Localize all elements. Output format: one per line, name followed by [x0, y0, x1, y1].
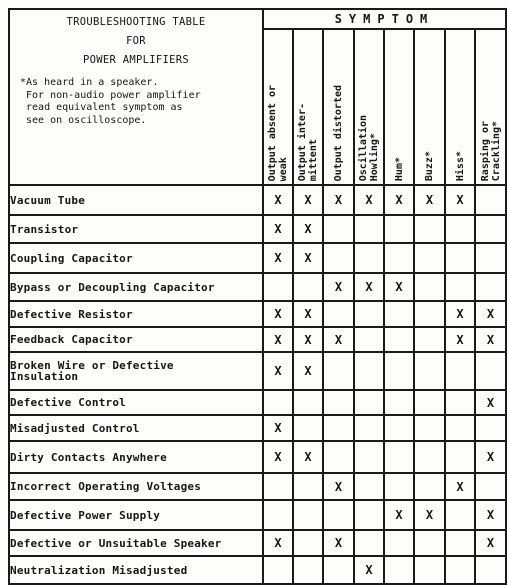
- symptom-mark: X: [384, 273, 414, 301]
- symptom-mark: X: [293, 352, 323, 390]
- symptom-mark: [293, 556, 323, 584]
- title-line: FOR: [126, 35, 146, 47]
- symptom-mark: [445, 441, 475, 473]
- symptom-label: Output distorted: [333, 84, 344, 181]
- symptom-mark: [445, 273, 475, 301]
- symptom-mark: X: [475, 390, 506, 415]
- symptom-mark: [354, 473, 384, 500]
- symptom-label: Hiss*: [454, 150, 466, 181]
- symptom-mark: [384, 556, 414, 584]
- table-row: [9, 243, 506, 273]
- symptom-mark: [414, 215, 445, 243]
- table-row: [9, 441, 506, 473]
- symptom-mark: X: [293, 441, 323, 473]
- symptom-mark: [354, 301, 384, 327]
- symptom-mark: [323, 500, 354, 530]
- symptom-mark: [384, 327, 414, 352]
- symptom-mark: [445, 556, 475, 584]
- symptom-mark: [414, 243, 445, 273]
- symptom-mark: [354, 243, 384, 273]
- symptom-mark: [293, 273, 323, 301]
- symptom-mark: [384, 390, 414, 415]
- table-row: [9, 473, 506, 500]
- symptom-mark: [414, 556, 445, 584]
- component-label: Defective or Unsuitable Speaker: [9, 530, 263, 556]
- symptom-mark: [445, 352, 475, 390]
- symptom-column-header: [263, 29, 293, 185]
- table-row: [9, 415, 506, 441]
- component-label: Defective Power Supply: [9, 500, 263, 530]
- symptom-mark: [354, 500, 384, 530]
- symptom-mark: [475, 215, 506, 243]
- table-row: [9, 215, 506, 243]
- symptom-mark: [263, 556, 293, 584]
- symptom-mark: X: [323, 530, 354, 556]
- symptom-mark: X: [263, 215, 293, 243]
- symptom-mark: [263, 273, 293, 301]
- symptom-mark: X: [445, 473, 475, 500]
- symptom-mark: [475, 415, 506, 441]
- symptom-mark: X: [475, 500, 506, 530]
- table-body: [9, 185, 506, 584]
- symptom-mark: [293, 390, 323, 415]
- symptom-mark: [323, 415, 354, 441]
- symptom-mark: [475, 352, 506, 390]
- symptom-mark: X: [263, 441, 293, 473]
- symptom-mark: X: [384, 500, 414, 530]
- symptom-mark: [445, 243, 475, 273]
- symptom-mark: [384, 441, 414, 473]
- component-label: Defective Control: [9, 390, 263, 415]
- symptom-mark: X: [263, 185, 293, 215]
- symptom-mark: [414, 415, 445, 441]
- symptom-mark: [445, 500, 475, 530]
- symptom-mark: X: [445, 185, 475, 215]
- symptom-mark: [293, 530, 323, 556]
- symptom-mark: [323, 352, 354, 390]
- symptom-mark: [384, 215, 414, 243]
- symptom-column-header: [354, 29, 384, 185]
- symptom-column-header: [445, 29, 475, 185]
- symptom-mark: X: [323, 473, 354, 500]
- symptom-mark: X: [475, 327, 506, 352]
- component-label: Defective Resistor: [9, 301, 263, 327]
- component-label: Misadjusted Control: [9, 415, 263, 441]
- symptom-mark: X: [263, 327, 293, 352]
- table-title: [10, 13, 262, 70]
- symptom-column-header: [384, 29, 414, 185]
- symptom-mark: [384, 415, 414, 441]
- symptom-mark: [263, 390, 293, 415]
- table-row: [9, 556, 506, 584]
- symptom-mark: [475, 273, 506, 301]
- component-label: Feedback Capacitor: [9, 327, 263, 352]
- symptom-mark: X: [445, 301, 475, 327]
- symptom-mark: [445, 390, 475, 415]
- component-label: Broken Wire or Defective Insulation: [9, 352, 263, 390]
- component-label: Bypass or Decoupling Capacitor: [9, 273, 263, 301]
- symptom-mark: X: [293, 301, 323, 327]
- symptom-mark: X: [263, 415, 293, 441]
- symptom-label: Oscillation Howling*: [358, 114, 380, 181]
- symptom-mark: [354, 530, 384, 556]
- title-line: TROUBLESHOOTING TABLE: [66, 16, 206, 28]
- symptom-mark: [414, 390, 445, 415]
- symptom-mark: [384, 301, 414, 327]
- table-corner: [9, 9, 263, 185]
- symptom-mark: [354, 390, 384, 415]
- symptom-mark: X: [475, 441, 506, 473]
- symptom-mark: [384, 473, 414, 500]
- symptom-mark: [475, 556, 506, 584]
- symptom-mark: [323, 215, 354, 243]
- table-row: [9, 352, 506, 390]
- symptom-mark: X: [475, 530, 506, 556]
- symptom-mark: X: [263, 243, 293, 273]
- table-row: [9, 530, 506, 556]
- component-label: Transistor: [9, 215, 263, 243]
- symptom-mark: X: [354, 556, 384, 584]
- footnote: *As heard in a speaker. For non-audio power amplifier read equivalent symptom as see on oscilloscope.: [20, 77, 201, 126]
- table-row: [9, 273, 506, 301]
- symptom-label: Hum*: [393, 156, 405, 181]
- table-row: [9, 500, 506, 530]
- symptom-mark: X: [445, 327, 475, 352]
- symptom-column-header: [323, 29, 354, 185]
- symptom-label: Output absent or weak: [267, 84, 289, 181]
- symptom-mark: [445, 415, 475, 441]
- symptom-mark: [323, 243, 354, 273]
- symptom-column-header: [475, 29, 506, 185]
- symptom-mark: [293, 473, 323, 500]
- table-row: [9, 301, 506, 327]
- symptom-mark: X: [293, 327, 323, 352]
- symptom-mark: [354, 327, 384, 352]
- symptom-mark: [445, 530, 475, 556]
- symptom-label: Output inter- mittent: [297, 102, 319, 181]
- symptom-mark: [323, 441, 354, 473]
- symptom-column-header: [293, 29, 323, 185]
- symptom-mark: [293, 500, 323, 530]
- symptom-mark: [414, 327, 445, 352]
- symptom-mark: X: [414, 185, 445, 215]
- component-label: Incorrect Operating Voltages: [9, 473, 263, 500]
- symptom-mark: [384, 243, 414, 273]
- table-row: [9, 185, 506, 215]
- symptom-mark: [414, 473, 445, 500]
- symptom-mark: [414, 441, 445, 473]
- symptom-mark: [354, 441, 384, 473]
- symptom-mark: [414, 530, 445, 556]
- symptom-mark: X: [293, 215, 323, 243]
- symptom-mark: [414, 301, 445, 327]
- component-label: Coupling Capacitor: [9, 243, 263, 273]
- symptom-mark: X: [414, 500, 445, 530]
- symptom-label: Rasping or Crackling*: [479, 120, 502, 181]
- symptom-mark: [384, 352, 414, 390]
- symptom-mark: X: [354, 185, 384, 215]
- troubleshooting-table: [8, 8, 507, 585]
- symptom-mark: [354, 215, 384, 243]
- symptom-mark: X: [475, 301, 506, 327]
- title-line: POWER AMPLIFIERS: [83, 54, 189, 66]
- symptom-mark: X: [323, 185, 354, 215]
- table-row: [9, 327, 506, 352]
- symptom-mark: [323, 301, 354, 327]
- symptom-column-header: [414, 29, 445, 185]
- symptom-mark: X: [263, 352, 293, 390]
- symptom-mark: [475, 243, 506, 273]
- symptom-mark: [475, 473, 506, 500]
- symptom-mark: [445, 215, 475, 243]
- symptom-mark: [384, 530, 414, 556]
- symptom-mark: X: [354, 273, 384, 301]
- component-label: Dirty Contacts Anywhere: [9, 441, 263, 473]
- symptom-mark: X: [263, 301, 293, 327]
- symptom-mark: X: [293, 243, 323, 273]
- symptom-mark: [323, 556, 354, 584]
- symptom-mark: X: [384, 185, 414, 215]
- symptom-mark: [414, 273, 445, 301]
- symptom-mark: [414, 352, 445, 390]
- symptom-mark: X: [323, 327, 354, 352]
- table-row: [9, 390, 506, 415]
- symptom-mark: [293, 415, 323, 441]
- symptom-mark: [475, 185, 506, 215]
- symptom-mark: X: [293, 185, 323, 215]
- symptom-mark: X: [323, 273, 354, 301]
- symptom-mark: [354, 352, 384, 390]
- component-label: Vacuum Tube: [9, 185, 263, 215]
- symptom-label: Buzz*: [424, 150, 435, 181]
- symptom-header: SYMPTOM: [263, 9, 506, 29]
- symptom-mark: [263, 473, 293, 500]
- symptom-mark: [354, 415, 384, 441]
- symptom-mark: [263, 500, 293, 530]
- component-label: Neutralization Misadjusted: [9, 556, 263, 584]
- symptom-mark: [323, 390, 354, 415]
- symptom-mark: X: [263, 530, 293, 556]
